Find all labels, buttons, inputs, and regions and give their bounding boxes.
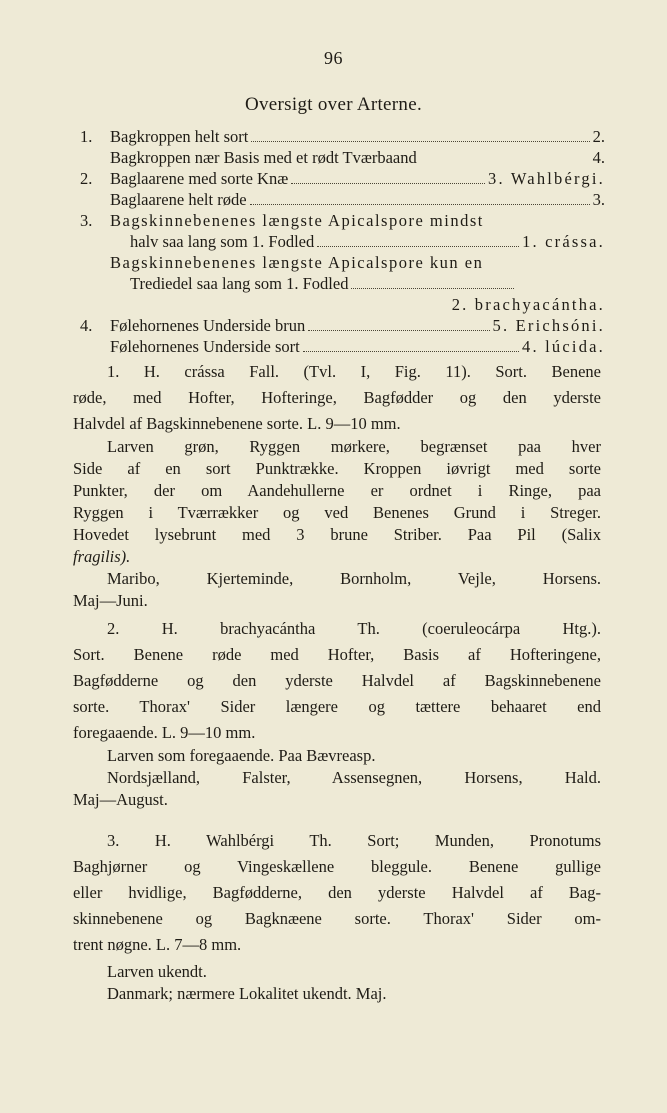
key-line: Baglaarene helt røde 3.	[110, 190, 605, 209]
key-line: 3. Bagskinnebenenes længste Apicalspore mindst	[80, 211, 484, 230]
species-brachyacantha-larva: Larven som foregaaende. Paa Bævreasp. Nordsjælland, Falster, Assensegnen, Horsens, Hald. Maj—August.	[73, 746, 601, 809]
key-line: Bagkroppen nær Basis med et rødt Tværbaand 4.	[110, 148, 605, 167]
key-line: halv saa lang som 1. Fodled 1. crássa.	[130, 232, 605, 251]
species-wahlbergi-description: 3. H. Wahlbérgi Th. Sort; Munden, Pronotums Baghjørner og Vingeskællene bleggule. Benene gullige eller hvidlige, Bagfødderne, den yderste Halvdel af Bag- skinnebenene og Bagknæene sorte. Thorax' Sider om- trent nøgne. L. 7—8 mm.	[73, 831, 601, 954]
page-number: 96	[324, 48, 343, 68]
species-wahlbergi-larva: Larven ukendt. Danmark; nærmere Lokalitet ukendt. Maj.	[107, 962, 387, 1003]
species-brachyacantha-description: 2. H. brachyacántha Th. (coeruleocárpa Htg.). Sort. Benene røde med Hofter, Basis af Hofteringene, Bagfødderne og den yderste Halvdel af Bagskinnebenene sorte. Thorax' Sider længere og tættere behaaret end foregaaende. L. 9—10 mm.	[73, 619, 601, 742]
key-line: Bagskinnebenenes længste Apicalspore kun en	[110, 253, 484, 272]
key-line: 1. Bagkroppen helt sort 2.	[80, 127, 605, 146]
key-line: 2. Baglaarene med sorte Knæ 3. Wahlbérgi.	[80, 169, 605, 188]
key-line: Trediedel saa lang som 1. Fodled	[130, 273, 517, 294]
species-crassa-larva: Larven grøn, Ryggen mørkere, begrænset paa hver Side af en sort Punktrække. Kroppen iøvrigt med sorte Punkter, der om Aandehullerne er ordnet i Ringe, paa Ryggen i Tværrækker og ved Benenes Grund i Streger. Hovedet lysebrunt med 3 brune Striber. Paa Pil (Salix fragilis). Maribo, Kjerteminde, Bornholm, Vejle, Horsens. Maj—Juni.	[73, 437, 601, 610]
key-line: 4. Følehornenes Underside brun 5. Erichsóni.	[80, 316, 605, 335]
key-line: Følehornenes Underside sort 4. lúcida.	[110, 337, 605, 356]
key-line: 2. brachyacántha.	[451, 295, 605, 314]
species-crassa-description: 1. H. crássa Fall. (Tvl. I, Fig. 11). Sort. Benene røde, med Hofter, Hofteringe, Bagfødder og den yderste Halvdel af Bagskinnebenene sorte. L. 9—10 mm.	[73, 362, 601, 433]
section-heading: Oversigt over Arterne.	[244, 94, 422, 115]
